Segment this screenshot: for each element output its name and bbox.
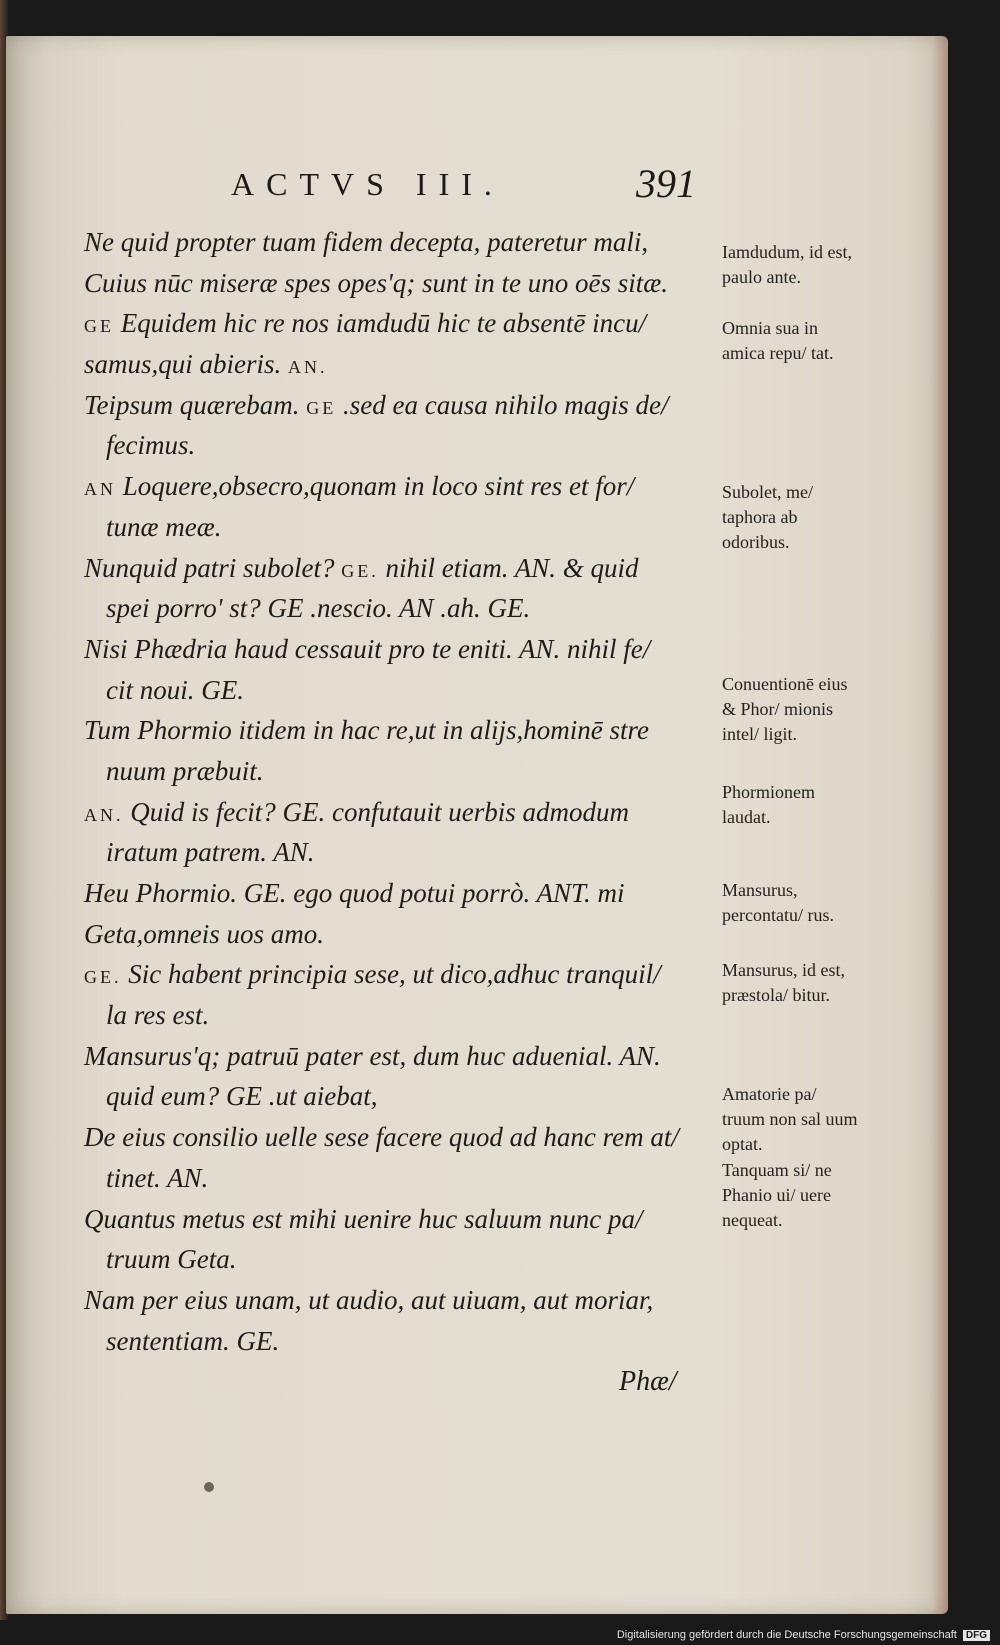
text-line bbox=[84, 670, 714, 711]
marginal-note: Phormionem laudat. bbox=[722, 782, 815, 827]
text-line bbox=[84, 1036, 714, 1077]
text-line bbox=[84, 1199, 714, 1240]
line-text: tunæ meæ. bbox=[106, 511, 222, 542]
line-text: nuum præbuit. bbox=[106, 755, 264, 786]
text-line bbox=[84, 507, 714, 548]
line-text: Teipsum quærebam. bbox=[84, 389, 307, 420]
line-text: Tum Phormio itidem in hac re,ut in alijs,hominē stre bbox=[84, 715, 649, 746]
catchword: Phæ/ bbox=[619, 1366, 677, 1397]
speaker-label: AN bbox=[84, 479, 116, 500]
line-text: Geta,omneis uos amo. bbox=[84, 918, 324, 949]
text-line bbox=[84, 1321, 714, 1362]
credit-text: Digitalisierung gefördert durch die Deutsche Forschungsgemeinschaft bbox=[616, 1629, 957, 1641]
line-text: nihil etiam. AN. & quid bbox=[378, 552, 639, 583]
line-text: samus,qui abieris. bbox=[84, 349, 289, 380]
text-line bbox=[84, 385, 714, 426]
text-line bbox=[84, 1158, 714, 1199]
marginal-note: Mansurus, percontatu/ rus. bbox=[722, 880, 834, 925]
text-line bbox=[84, 873, 714, 914]
line-text: Nunquid patri subolet? bbox=[84, 552, 342, 583]
text-line bbox=[84, 222, 714, 263]
line-text: la res est. bbox=[106, 1000, 210, 1031]
text-line bbox=[84, 425, 714, 466]
line-text: Cuius nūc miseræ spes opes'q; sunt in te uno oēs sitæ. bbox=[84, 267, 669, 298]
text-line bbox=[84, 1239, 714, 1280]
line-text: Equidem hic re nos iamdudū hic te absentē incu/ bbox=[114, 308, 647, 339]
text-line bbox=[84, 344, 714, 385]
marginal-note: Tanquam si/ ne Phanio ui/ uere nequeat. bbox=[722, 1160, 832, 1230]
line-text: tinet. AN. bbox=[106, 1162, 209, 1193]
line-text: spei porro' st? GE .nescio. AN .ah. GE. bbox=[106, 593, 531, 624]
text-line bbox=[84, 1280, 714, 1321]
text-line bbox=[84, 710, 714, 751]
text-line bbox=[84, 792, 714, 833]
page-number: 391 bbox=[636, 161, 696, 206]
digitization-credit bbox=[617, 1629, 990, 1641]
marginal-note: Subolet, me/ taphora ab odoribus. bbox=[722, 482, 813, 552]
line-text: Sic habent principia sese, ut dico,adhuc tranquil/ bbox=[121, 959, 661, 990]
line-text: Quid is fecit? GE. confutauit uerbis admodum bbox=[123, 796, 629, 827]
line-text: .sed ea causa nihilo magis de/ bbox=[336, 389, 669, 420]
text-line bbox=[84, 751, 714, 792]
line-text: Quantus metus est mihi uenire huc saluum nunc pa/ bbox=[84, 1203, 643, 1234]
text-line bbox=[84, 914, 714, 955]
line-text: quid eum? GE .ut aiebat, bbox=[106, 1081, 378, 1112]
speaker-label: AN. bbox=[84, 804, 124, 825]
text-line bbox=[84, 263, 714, 304]
text-line bbox=[84, 548, 714, 589]
line-text: cit noui. GE. bbox=[106, 674, 244, 705]
line-text: Ne quid propter tuam fidem decepta, pateretur mali, bbox=[84, 227, 649, 257]
line-text: fecimus. bbox=[106, 430, 196, 461]
line-text: De eius consilio uelle sese facere quod ad hanc rem at/ bbox=[84, 1122, 679, 1153]
marginal-note: Mansurus, id est, præstola/ bitur. bbox=[722, 960, 845, 1005]
line-text: Heu Phormio. GE. ego quod potui porrò. ANT. mi bbox=[84, 878, 625, 908]
line-text: truum Geta. bbox=[106, 1244, 237, 1275]
line-text: sententiam. GE. bbox=[106, 1325, 280, 1356]
speaker-label: GE bbox=[84, 316, 114, 337]
speaker-label: GE bbox=[306, 397, 337, 418]
speaker-label: AN. bbox=[288, 357, 328, 378]
text-line bbox=[84, 629, 714, 670]
speaker-label: GE. bbox=[341, 560, 379, 581]
ink-spot bbox=[204, 1482, 214, 1492]
speaker-label: GE. bbox=[84, 967, 122, 988]
text-line bbox=[84, 832, 714, 873]
text-line bbox=[84, 954, 714, 995]
line-text: Loquere,obsecro,quonam in loco sint res et for/ bbox=[116, 471, 635, 502]
dfg-badge: DFG bbox=[963, 1630, 990, 1641]
text-line bbox=[84, 303, 714, 344]
text-line bbox=[84, 995, 714, 1036]
marginal-note: Conuentionē eius & Phor/ mionis intel/ ligit. bbox=[722, 674, 848, 744]
text-line bbox=[84, 466, 714, 507]
text-line bbox=[84, 1076, 714, 1117]
line-text: Nisi Phædria haud cessauit pro te eniti. AN. nihil fe/ bbox=[84, 633, 651, 664]
line-text: Mansurus'q; patruū pater est, dum huc aduenial. AN. bbox=[84, 1040, 661, 1071]
text-line bbox=[84, 1117, 714, 1158]
text-line bbox=[84, 588, 714, 629]
book-page bbox=[6, 36, 948, 1614]
main-text bbox=[84, 222, 714, 1361]
line-text: Nam per eius unam, ut audio, aut uiuam, aut moriar, bbox=[84, 1284, 654, 1315]
marginal-note: Omnia sua in amica repu/ tat. bbox=[722, 318, 834, 363]
running-title: ACTVS III. bbox=[231, 166, 504, 202]
marginal-note: Amatorie pa/ truum non sal uum optat. bbox=[722, 1084, 858, 1154]
line-text: iratum patrem. AN. bbox=[106, 837, 315, 868]
marginal-note: Iamdudum, id est, paulo ante. bbox=[722, 242, 852, 287]
